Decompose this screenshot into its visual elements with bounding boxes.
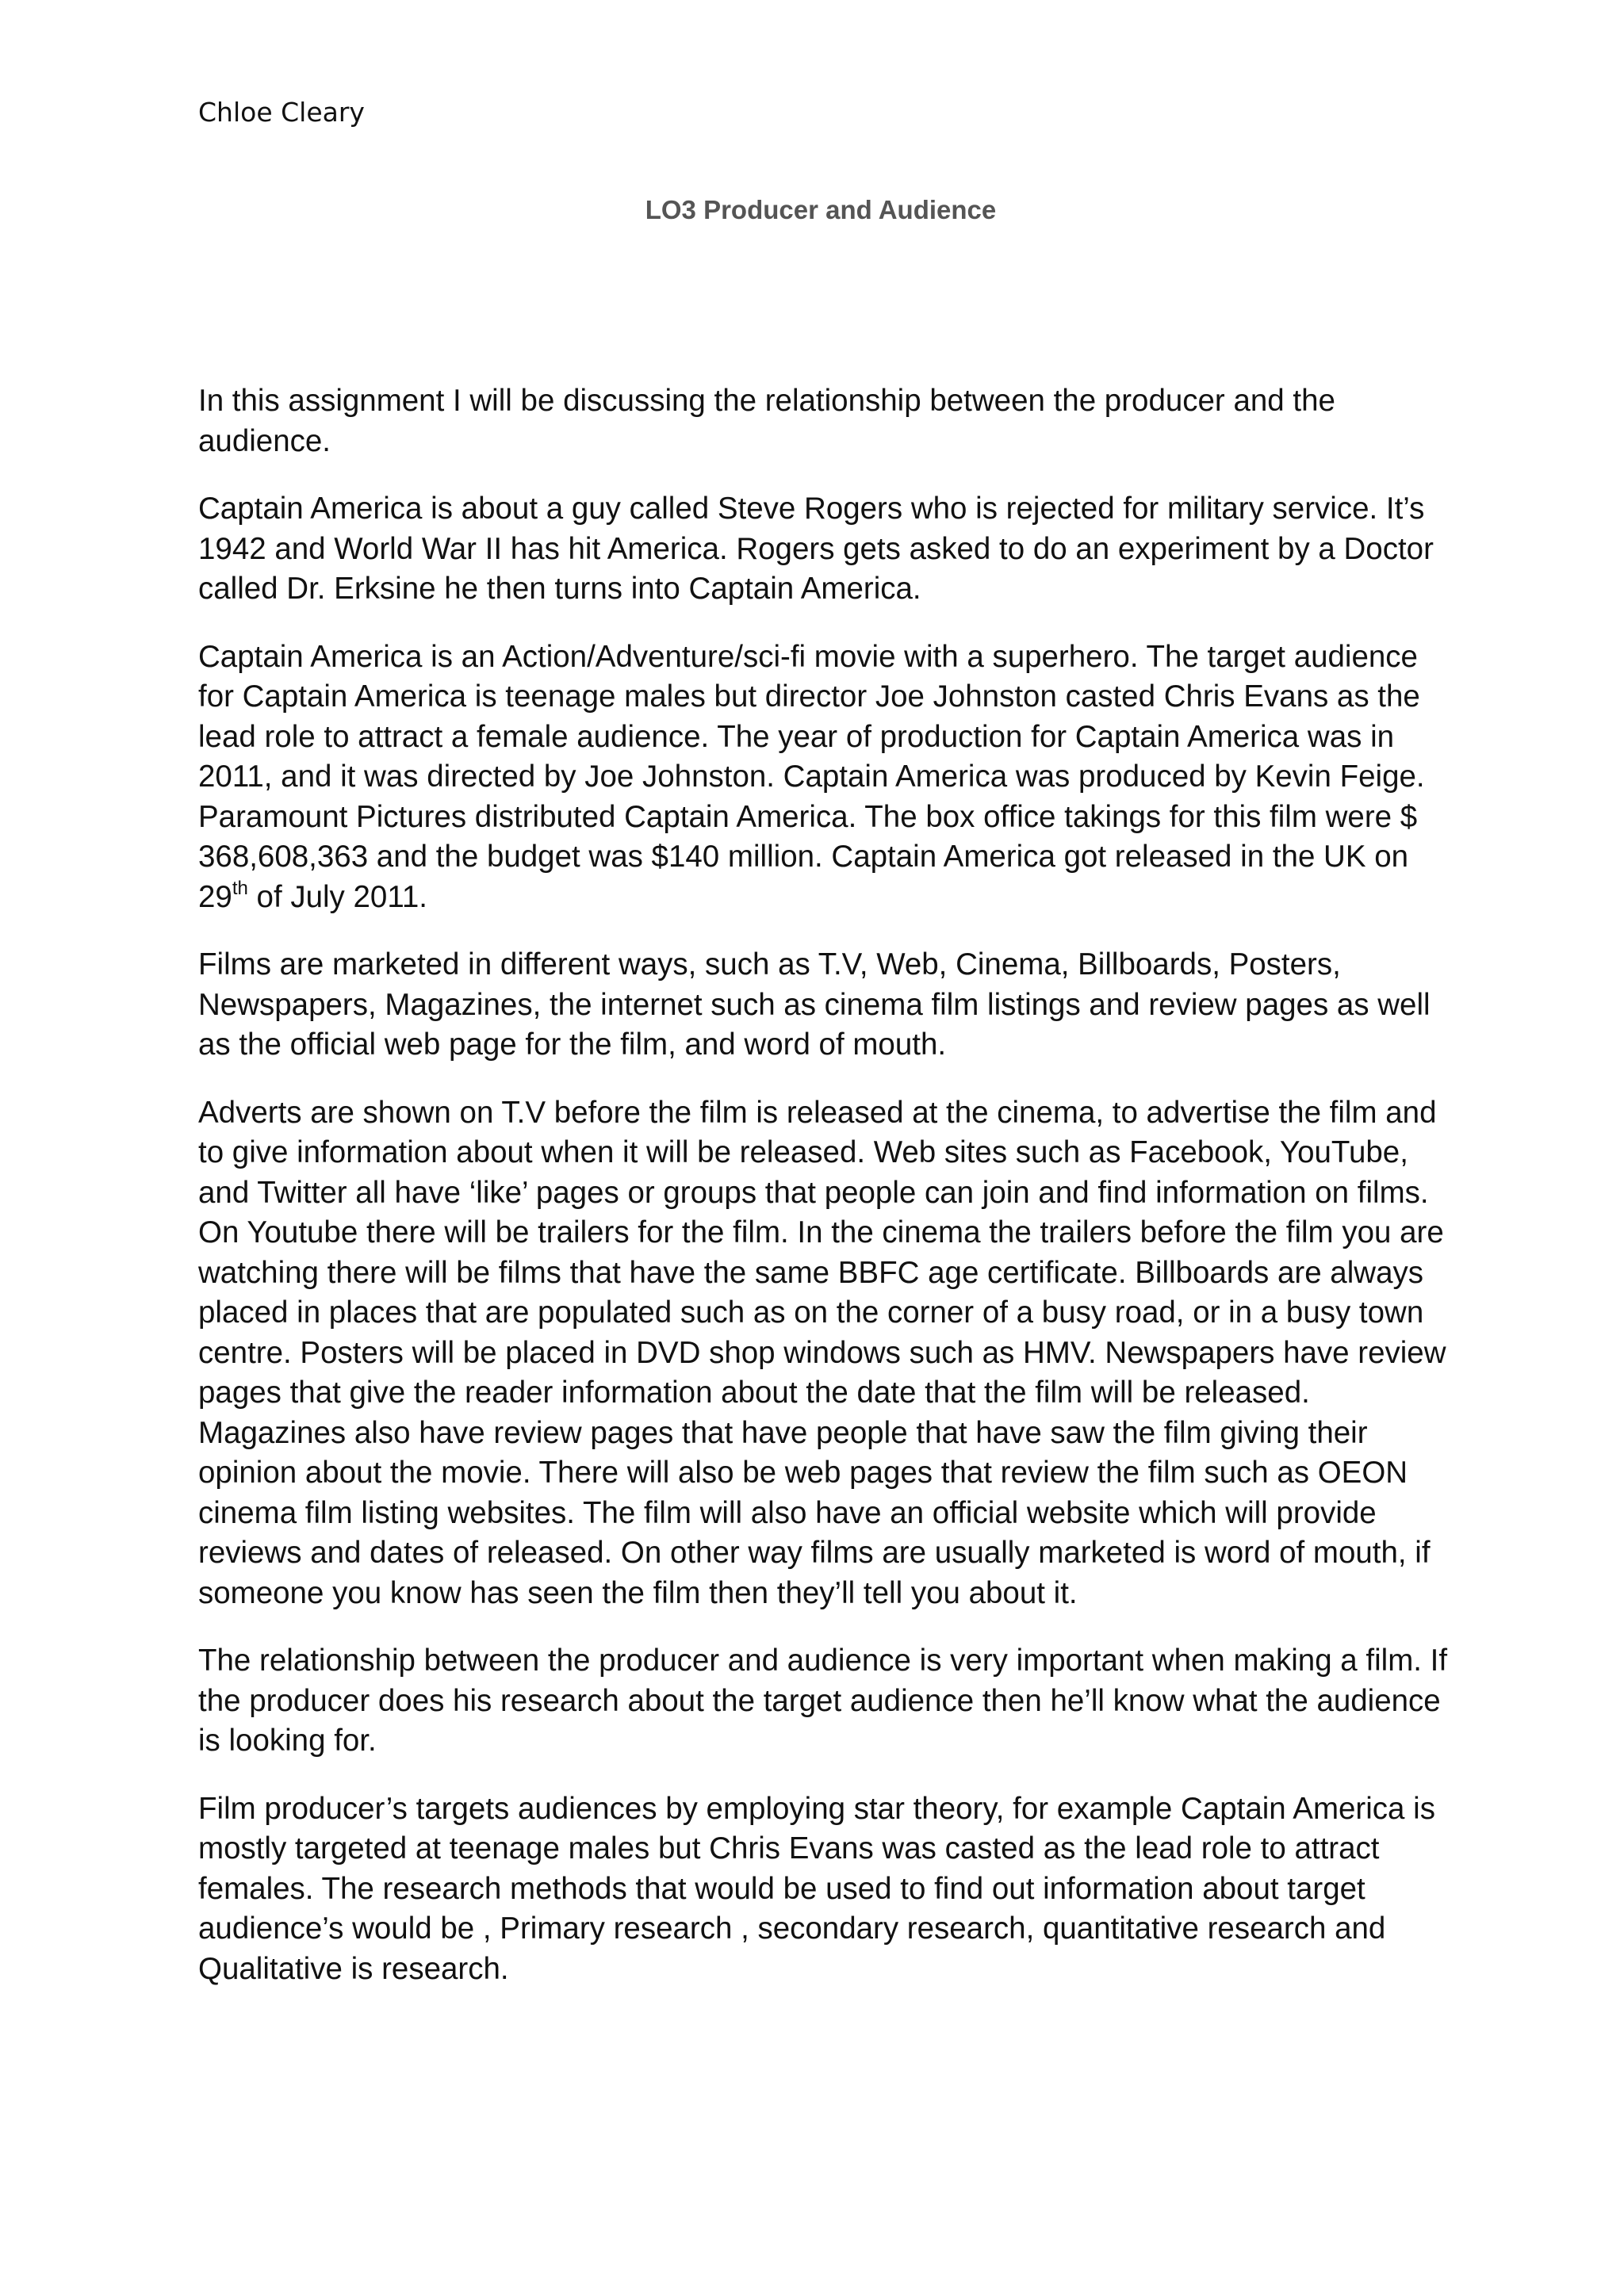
release-day-suffix: th: [232, 877, 248, 899]
author-name: Chloe Cleary: [198, 97, 365, 128]
paragraph-production: [198, 637, 1459, 918]
release-day: 29: [198, 879, 232, 914]
document-title: LO3 Producer and Audience: [645, 195, 997, 224]
paragraph-production-text: Captain America is an Action/Adventure/sci-fi movie with a superhero. The target audience for Captain America is teenage males but director Joe Johnston casted Chris Evans as the lead role to attract a female audience. The year of production for Captain America was in 2011, and it was directed by Joe Johnston. Captain America was produced by Kevin Feige. Paramount Pictures distributed Captain America. The box office takings for this film were $ 368,608,363 and the budget was $140 million. Captain America got released in the UK on: [198, 639, 1425, 874]
paragraph-plot: Captain America is about a guy called Steve Rogers who is rejected for military service. It’s 1942 and World War II has hit America. Rogers gets asked to do an experiment by a Doctor called Dr. Erksine he then turns into Captain America.: [198, 492, 1434, 606]
paragraph-adverts: Adverts are shown on T.V before the film is released at the cinema, to advertise the film and to give information about when it will be released. Web sites such as Facebook, YouTube, and Twitter all have ‘like’ pages or groups that people can join and find information on films. On Youtube there will be trailers for the film. In the cinema the trailers before the film you are watching there will be films that have the same BBFC age certificate. Billboards are always placed in places that are populated such as on the corner of a busy road, or in a busy town centre. Posters will be placed in DVD shop windows such as HMV. Newspapers have review pages that give the reader information about the date that the film will be released. Magazines also have review pages that have people that have saw the film giving their opinion about the movie. There will also be web pages that review the film such as OEON cinema film listing websites. The film will also have an official website which will provide reviews and dates of released. On other way films are usually marketed is word of mouth, if someone you know has seen the film then they’ll tell you about it.: [198, 1095, 1446, 1610]
paragraph-intro: In this assignment I will be discussing the relationship between the producer and the audience.: [198, 384, 1335, 458]
paragraph-relationship: The relationship between the producer and audience is very important when making a film. If the producer does his research about the target audience then he’ll know what the audience is looking for.: [198, 1644, 1448, 1758]
paragraph-research: Film producer’s targets audiences by employing star theory, for example Captain America is mostly targeted at teenage males but Chris Evans was casted as the lead role to attract females. The research methods that would be used to find out information about target audience’s would be , Primary research , secondary research, quantitative research and Qualitative is research.: [198, 1791, 1435, 1986]
paragraph-marketing: Films are marketed in different ways, such as T.V, Web, Cinema, Billboards, Posters, Newspapers, Magazines, the internet such as cinema film listings and review pages as well as the official web page for the film, and word of mouth.: [198, 947, 1431, 1062]
document-body: [198, 381, 1459, 2017]
release-date-rest: of July 2011.: [247, 879, 427, 914]
